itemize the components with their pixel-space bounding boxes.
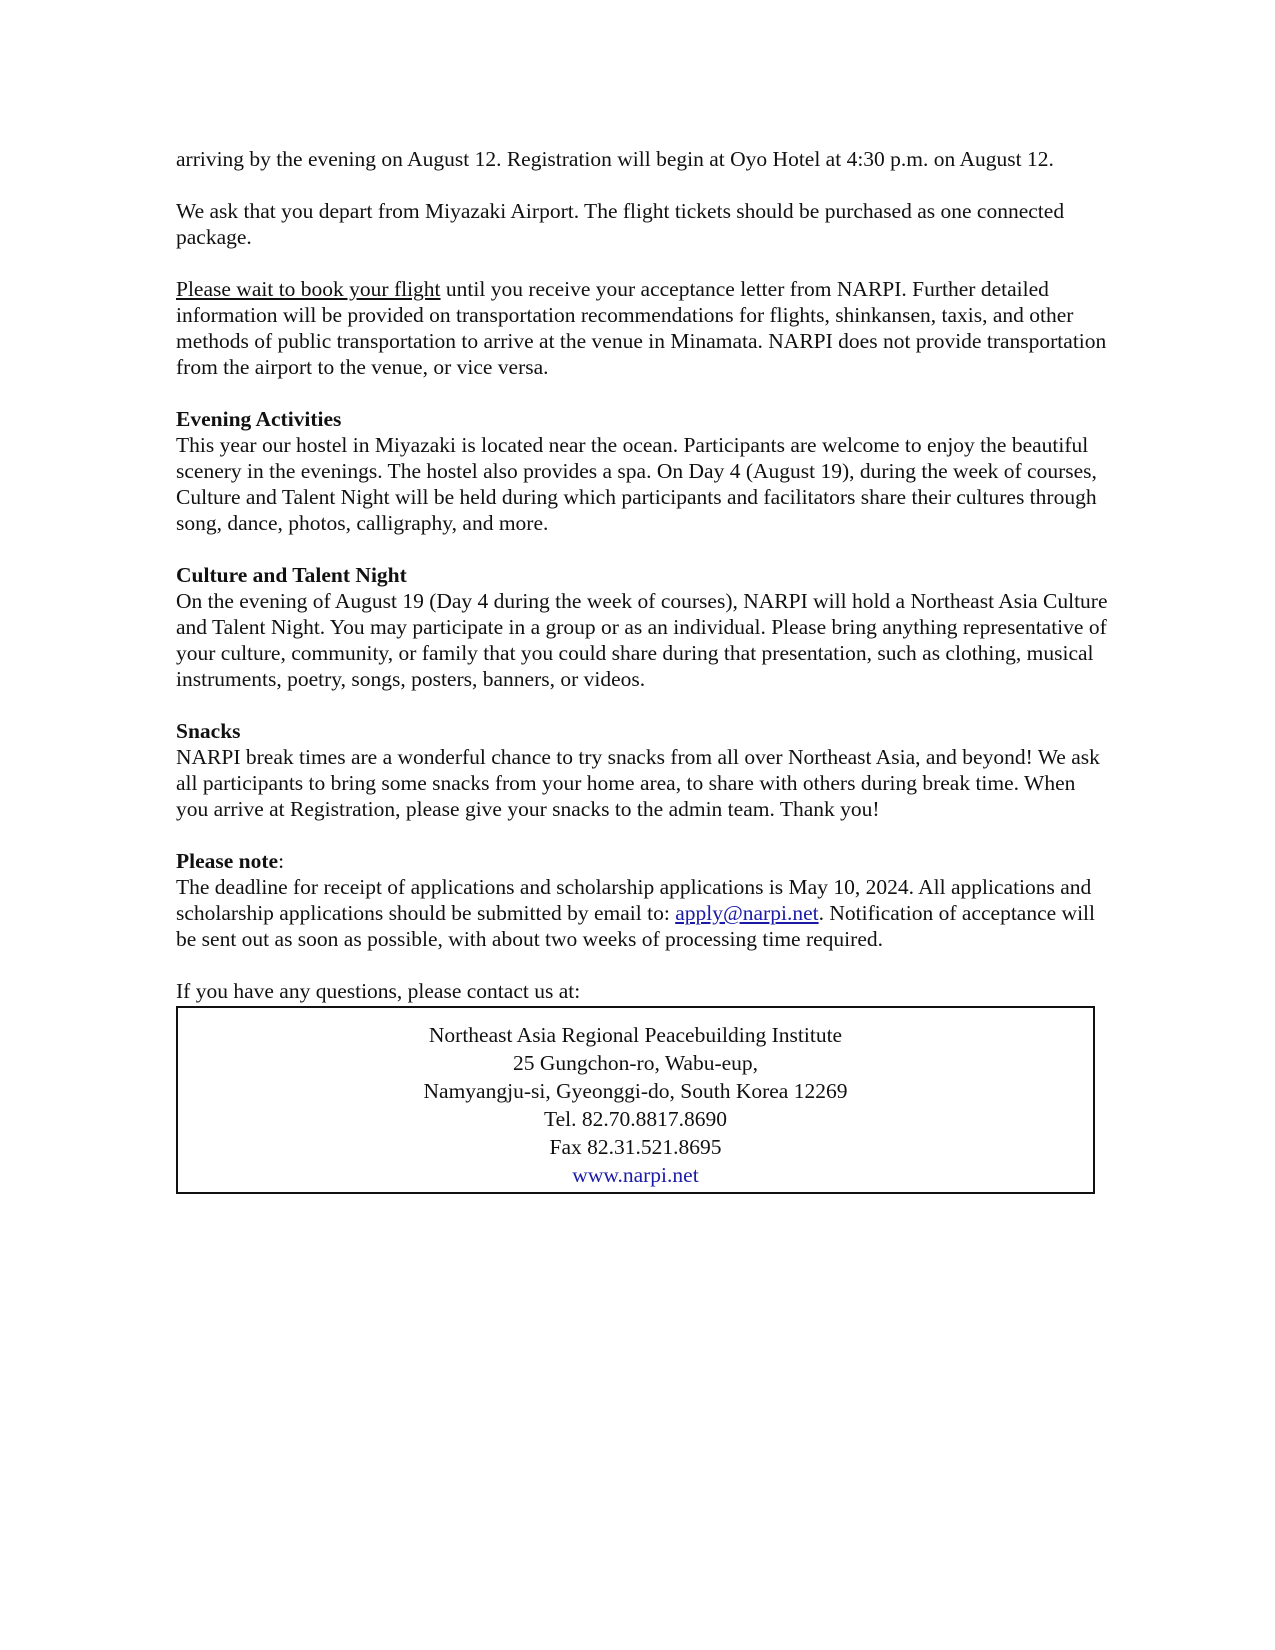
organization-name: Northeast Asia Regional Peacebuilding Institute [428, 1023, 843, 1047]
evening-activities-text: This year our hostel in Miyazaki is located near the ocean. Participants are welcome to enjoy the beautiful scenery in the evenings. The hostel also provides a spa. On Day 4 (August 19), during the week of courses, Culture and Talent Night will be held during which participants and facilitators share their cultures through song, dance, photos, calligraphy, and more. [176, 433, 1097, 535]
booking-paragraph [176, 276, 1111, 380]
departure-paragraph: We ask that you depart from Miyazaki Airport. The flight tickets should be purchased as one connected package. [176, 199, 1065, 249]
website-link[interactable]: www.narpi.net [572, 1163, 699, 1187]
address-line-1: 25 Gungchon-ro, Wabu-eup, [512, 1051, 759, 1075]
snacks-heading: Snacks [176, 719, 241, 743]
telephone: Tel. 82.70.8817.8690 [543, 1107, 728, 1131]
contact-intro: If you have any questions, please contact us at: [176, 979, 581, 1003]
evening-activities-heading: Evening Activities [176, 407, 342, 431]
please-note-heading [176, 848, 1111, 874]
document-page [176, 146, 1111, 1194]
culture-night-heading: Culture and Talent Night [176, 563, 407, 587]
address-line-2: Namyangju-si, Gyeonggi-do, South Korea 12269 [423, 1079, 848, 1103]
email-link[interactable]: apply@narpi.net [675, 901, 819, 925]
contact-box [176, 1006, 1095, 1194]
culture-night-text: On the evening of August 19 (Day 4 during the week of courses), NARPI will hold a Northeast Asia Culture and Talent Night. You may participate in a group or as an individual. Please bring anything representative of your culture, community, or family that you could share during that presentation, such as clothing, musical instruments, poetry, songs, posters, banners, or videos. [176, 589, 1108, 691]
arrival-paragraph: arriving by the evening on August 12. Registration will begin at Oyo Hotel at 4:30 p.m. on August 12. [176, 147, 1054, 171]
booking-warning: Please wait to book your flight [176, 277, 441, 301]
fax: Fax 82.31.521.8695 [549, 1135, 722, 1159]
notification-text: . Notification of acceptance will be sent out as soon as possible, with about two weeks of processing time required. [176, 901, 1095, 951]
deadline-text: The deadline for receipt of applications and scholarship applications is May 10, 2024. All applications and scholarship applications should be submitted by email to: [176, 875, 1092, 925]
booking-details: until you receive your acceptance letter from NARPI. Further detailed information will be provided on transportation recommendations for flights, shinkansen, taxis, and other methods of public transportation to arrive at the venue in Minamata. NARPI does not provide transportation from the airport to the venue, or vice versa. [176, 277, 1107, 379]
deadline-paragraph [176, 874, 1111, 952]
please-note-colon: : [278, 849, 285, 873]
please-note-label: Please note [176, 849, 279, 873]
snacks-text: NARPI break times are a wonderful chance to try snacks from all over Northeast Asia, and beyond! We ask all participants to bring some snacks from your home area, to share with others during break time. When you arrive at Registration, please give your snacks to the admin team. Thank you! [176, 745, 1100, 821]
